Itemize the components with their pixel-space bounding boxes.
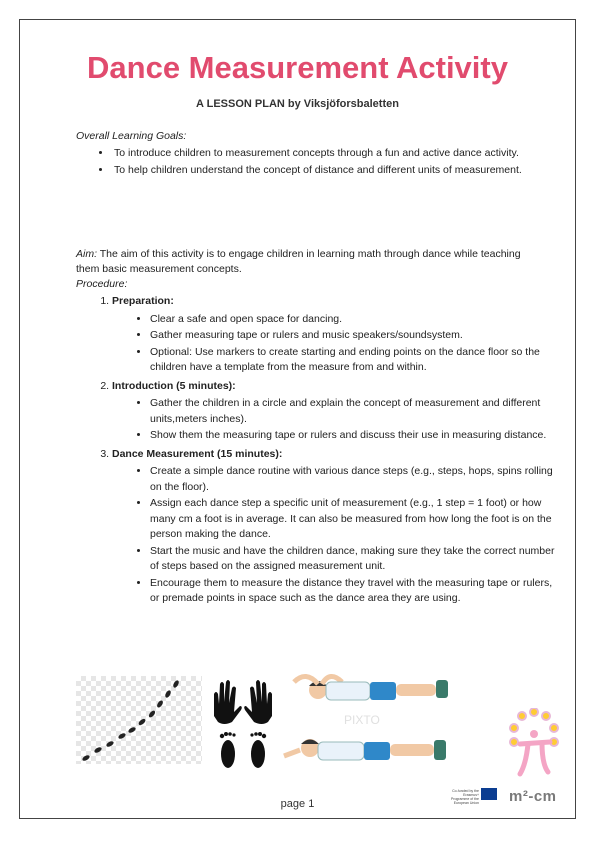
step-bullet: • Assign each dance step a specific unit of measurement (e.g., 1 step = 1 foot) or how many cm a foot is in average. It can also be measured from how long the foot is on the person making the dance. bbox=[150, 496, 562, 543]
procedure-steps bbox=[92, 294, 562, 610]
step-title: Introduction (5 minutes): bbox=[112, 379, 236, 392]
step-title: Preparation: bbox=[112, 295, 174, 307]
eu-funding-logo bbox=[445, 787, 495, 805]
goal-item: • To help children understand the concept of distance and different units of measurement. bbox=[112, 162, 552, 178]
page-title: Dance Measurement Activity bbox=[87, 50, 508, 85]
goals-list bbox=[80, 145, 552, 179]
step-bullet: • Encourage them to measure the distance they travel with the measuring tape or rulers, or premade points in space such as the dance area they are using. bbox=[150, 576, 562, 607]
goals-heading: Overall Learning Goals: bbox=[76, 130, 187, 142]
brand-logo: m²-cm bbox=[509, 788, 557, 805]
eu-funding-text: Co-funded by the Erasmus+ Programme of the European Union bbox=[450, 789, 479, 805]
aim-label: Aim: bbox=[76, 248, 97, 260]
page-subtitle: A LESSON PLAN by Viksjöforsbaletten bbox=[196, 98, 399, 110]
procedure-step bbox=[112, 294, 562, 376]
eu-flag-icon bbox=[481, 788, 497, 800]
procedure-heading: Procedure: bbox=[76, 278, 128, 290]
step-bullet: • Gather the children in a circle and explain the concept of measurement and different units,meters inches). bbox=[150, 396, 562, 427]
aim-paragraph bbox=[76, 247, 536, 277]
hands-feet-image bbox=[210, 676, 276, 774]
step-bullet: • Optional: Use markers to create starting and ending points on the dance floor so the children have a template from the measure from and within. bbox=[150, 345, 562, 376]
procedure-step bbox=[112, 379, 562, 444]
footprints-image bbox=[76, 676, 202, 764]
step-bullet: • Show them the measuring tape or rulers and discuss their use in measuring distance. bbox=[150, 428, 562, 444]
step-bullet: • Create a simple dance routine with various dance steps (e.g., steps, hops, spins rolling on the floor). bbox=[150, 464, 562, 495]
step-bullet: • Start the music and have the children dance, making sure they take the correct number of steps based on the assigned measurement unit. bbox=[150, 544, 562, 575]
svg-text:PIXTO: PIXTO bbox=[344, 713, 380, 727]
procedure-step bbox=[112, 447, 562, 607]
page-number: page 1 bbox=[280, 798, 315, 810]
step-bullet: • Clear a safe and open space for dancing. bbox=[150, 312, 562, 328]
pi-logo bbox=[502, 708, 566, 784]
step-bullet: • Gather measuring tape or rulers and music speakers/soundsystem. bbox=[150, 328, 562, 344]
aim-text: The aim of this activity is to engage children in learning math through dance while teaching them basic measurement concepts. bbox=[76, 248, 521, 275]
step-title: Dance Measurement (15 minutes): bbox=[112, 447, 283, 460]
kids-lying-illustration bbox=[282, 662, 472, 774]
goal-item: • To introduce children to measurement concepts through a fun and active dance activity. bbox=[112, 145, 552, 161]
